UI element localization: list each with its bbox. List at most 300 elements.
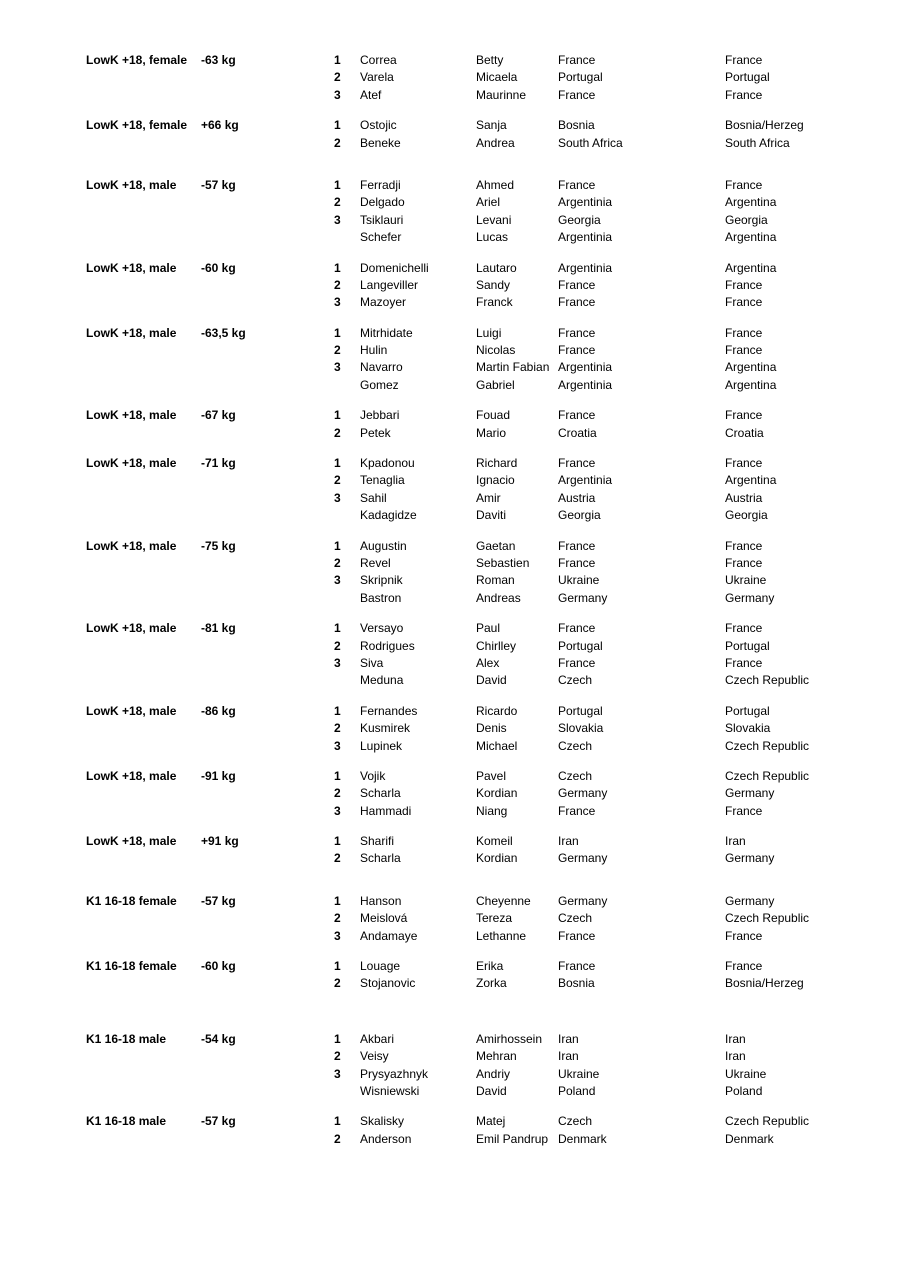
nationality-cell: Czech (558, 768, 593, 783)
nationality-cell: Czech (558, 911, 593, 926)
result-row (0, 1031, 900, 1048)
result-group (0, 893, 900, 945)
result-row (0, 928, 900, 945)
result-row (0, 425, 900, 442)
nationality-cell: Ukraine (558, 1066, 600, 1081)
first-name-cell: Sebastien (476, 555, 530, 570)
last-name-cell: Mitrhidate (360, 325, 413, 340)
rank-cell: 3 (334, 1066, 341, 1081)
category-label: LowK +18, male (86, 834, 177, 849)
result-row (0, 833, 900, 850)
nationality-cell: France (558, 87, 596, 102)
rank-cell: 1 (334, 703, 341, 718)
last-name-cell: Rodrigues (360, 638, 415, 653)
country-cell: Ukraine (725, 573, 767, 588)
rank-cell: 2 (334, 638, 341, 653)
category-label: K1 16-18 female (86, 959, 177, 974)
last-name-cell: Prysyazhnyk (360, 1066, 429, 1081)
result-row (0, 958, 900, 975)
result-group (0, 407, 900, 442)
last-name-cell: Meduna (360, 673, 404, 688)
rank-cell: 3 (334, 490, 341, 505)
first-name-cell: Emil Pandrup (476, 1131, 549, 1146)
first-name-cell: Mehran (476, 1049, 517, 1064)
nationality-cell: Bosnia (558, 118, 595, 133)
country-cell: France (725, 655, 763, 670)
last-name-cell: Hammadi (360, 803, 412, 818)
rank-cell: 3 (334, 928, 341, 943)
first-name-cell: Lautaro (476, 260, 517, 275)
nationality-cell: France (558, 343, 596, 358)
result-group (0, 833, 900, 868)
country-cell: Czech Republic (725, 1114, 810, 1129)
first-name-cell: Erika (476, 959, 504, 974)
last-name-cell: Revel (360, 555, 391, 570)
last-name-cell: Wisniewski (360, 1083, 420, 1098)
first-name-cell: Matej (476, 1114, 506, 1129)
nationality-cell: South Africa (558, 135, 623, 150)
nationality-cell: Argentinia (558, 260, 613, 275)
weight-class-label: -75 kg (201, 538, 236, 553)
first-name-cell: Alex (476, 655, 500, 670)
nationality-cell: France (558, 803, 596, 818)
first-name-cell: Franck (476, 295, 513, 310)
nationality-cell: Georgia (558, 212, 601, 227)
rank-cell: 1 (334, 538, 341, 553)
country-cell: Czech Republic (725, 738, 810, 753)
rank-cell: 1 (334, 118, 341, 133)
category-label: LowK +18, female (86, 118, 188, 133)
last-name-cell: Hulin (360, 343, 388, 358)
country-cell: Portugal (725, 70, 770, 85)
nationality-cell: Poland (558, 1083, 596, 1098)
last-name-cell: Lupinek (360, 738, 403, 753)
rank-cell: 2 (334, 911, 341, 926)
last-name-cell: Skripnik (360, 573, 403, 588)
first-name-cell: Richard (476, 456, 518, 471)
rank-cell: 2 (334, 425, 341, 440)
category-label: LowK +18, male (86, 703, 177, 718)
category-label: LowK +18, male (86, 621, 177, 636)
result-row (0, 117, 900, 134)
weight-class-label: -63,5 kg (201, 325, 246, 340)
last-name-cell: Veisy (360, 1049, 389, 1064)
first-name-cell: Sandy (476, 277, 511, 292)
category-label: LowK +18, male (86, 456, 177, 471)
first-name-cell: Paul (476, 621, 501, 636)
nationality-cell: France (558, 538, 596, 553)
nationality-cell: Georgia (558, 508, 601, 523)
first-name-cell: Cheyenne (476, 893, 531, 908)
rank-cell: 2 (334, 721, 341, 736)
last-name-cell: Stojanovic (360, 976, 416, 991)
nationality-cell: Germany (558, 893, 608, 908)
last-name-cell: Akbari (360, 1031, 395, 1046)
rank-cell: 2 (334, 851, 341, 866)
first-name-cell: Ariel (476, 195, 501, 210)
rank-cell: 2 (334, 195, 341, 210)
first-name-cell: Kordian (476, 786, 518, 801)
first-name-cell: Martin Fabian (476, 360, 550, 375)
rank-cell: 2 (334, 976, 341, 991)
country-cell: France (725, 928, 763, 943)
rank-cell: 2 (334, 555, 341, 570)
last-name-cell: Bastron (360, 590, 402, 605)
result-row (0, 342, 900, 359)
nationality-cell: Argentinia (558, 377, 613, 392)
last-name-cell: Tenaglia (360, 473, 405, 488)
first-name-cell: Andreas (476, 590, 521, 605)
nationality-cell: Argentinia (558, 195, 613, 210)
first-name-cell: Maurinne (476, 87, 527, 102)
result-row (0, 177, 900, 194)
first-name-cell: Amir (476, 490, 501, 505)
rank-cell: 1 (334, 768, 341, 783)
nationality-cell: France (558, 655, 596, 670)
result-group (0, 260, 900, 312)
category-label: LowK +18, male (86, 408, 177, 423)
weight-class-label: -57 kg (201, 893, 236, 908)
nationality-cell: France (558, 295, 596, 310)
result-row (0, 850, 900, 867)
result-row (0, 490, 900, 507)
country-cell: Iran (725, 1031, 746, 1046)
country-cell: France (725, 177, 763, 192)
last-name-cell: Augustin (360, 538, 407, 553)
country-cell: Germany (725, 851, 775, 866)
result-row (0, 69, 900, 86)
result-row (0, 572, 900, 589)
nationality-cell: Portugal (558, 638, 603, 653)
result-row (0, 455, 900, 472)
country-cell: France (725, 343, 763, 358)
result-group (0, 455, 900, 525)
result-row (0, 294, 900, 311)
rank-cell: 1 (334, 959, 341, 974)
last-name-cell: Meislová (360, 911, 408, 926)
nationality-cell: France (558, 408, 596, 423)
rank-cell: 1 (334, 408, 341, 423)
result-row (0, 738, 900, 755)
country-cell: Iran (725, 834, 746, 849)
country-cell: Georgia (725, 212, 768, 227)
first-name-cell: David (476, 673, 507, 688)
result-group (0, 958, 900, 993)
country-cell: France (725, 803, 763, 818)
nationality-cell: Germany (558, 851, 608, 866)
category-label: LowK +18, female (86, 53, 188, 67)
nationality-cell: Argentinia (558, 360, 613, 375)
last-name-cell: Kpadonou (360, 456, 415, 471)
country-cell: Portugal (725, 638, 770, 653)
country-cell: Argentina (725, 260, 777, 275)
country-cell: Croatia (725, 425, 764, 440)
last-name-cell: Domenichelli (360, 260, 429, 275)
country-cell: France (725, 538, 763, 553)
country-cell: France (725, 277, 763, 292)
country-cell: France (725, 295, 763, 310)
country-cell: Bosnia/Herzeg (725, 118, 804, 133)
last-name-cell: Varela (360, 70, 394, 85)
result-row (0, 638, 900, 655)
weight-class-label: +91 kg (201, 834, 239, 849)
nationality-cell: France (558, 277, 596, 292)
result-row (0, 555, 900, 572)
rank-cell: 3 (334, 803, 341, 818)
result-row (0, 803, 900, 820)
result-row (0, 260, 900, 277)
nationality-cell: Croatia (558, 425, 597, 440)
result-row (0, 655, 900, 672)
last-name-cell: Skalisky (360, 1114, 405, 1129)
last-name-cell: Kadagidze (360, 508, 417, 523)
last-name-cell: Kusmirek (360, 721, 411, 736)
nationality-cell: France (558, 555, 596, 570)
last-name-cell: Sahil (360, 490, 387, 505)
last-name-cell: Hanson (360, 893, 402, 908)
nationality-cell: France (558, 456, 596, 471)
category-label: LowK +18, male (86, 325, 177, 340)
first-name-cell: Ignacio (476, 473, 515, 488)
last-name-cell: Delgado (360, 195, 405, 210)
last-name-cell: Correa (360, 53, 397, 67)
last-name-cell: Sharifi (360, 834, 395, 849)
last-name-cell: Anderson (360, 1131, 412, 1146)
nationality-cell: Iran (558, 834, 579, 849)
result-row (0, 407, 900, 424)
result-row (0, 703, 900, 720)
first-name-cell: Tereza (476, 911, 513, 926)
first-name-cell: Andriy (476, 1066, 511, 1081)
nationality-cell: Portugal (558, 703, 603, 718)
result-row (0, 975, 900, 992)
result-row (0, 212, 900, 229)
first-name-cell: Michael (476, 738, 518, 753)
result-row (0, 277, 900, 294)
last-name-cell: Tsiklauri (360, 212, 404, 227)
first-name-cell: Daviti (476, 508, 507, 523)
category-label: LowK +18, male (86, 538, 177, 553)
country-cell: Czech Republic (725, 768, 810, 783)
last-name-cell: Gomez (360, 377, 399, 392)
first-name-cell: Sanja (476, 118, 507, 133)
country-cell: France (725, 408, 763, 423)
first-name-cell: Ahmed (476, 177, 515, 192)
weight-class-label: -63 kg (201, 53, 236, 67)
result-row (0, 194, 900, 211)
country-cell: Germany (725, 893, 775, 908)
last-name-cell: Langeviller (360, 277, 419, 292)
last-name-cell: Jebbari (360, 408, 400, 423)
weight-class-label: -57 kg (201, 1114, 236, 1129)
country-cell: Slovakia (725, 721, 771, 736)
result-group (0, 1113, 900, 1148)
weight-class-label: -57 kg (201, 177, 236, 192)
country-cell: France (725, 53, 763, 67)
rank-cell: 3 (334, 212, 341, 227)
nationality-cell: Czech (558, 1114, 593, 1129)
nationality-cell: Portugal (558, 70, 603, 85)
last-name-cell: Petek (360, 425, 391, 440)
last-name-cell: Versayo (360, 621, 404, 636)
country-cell: France (725, 325, 763, 340)
country-cell: France (725, 959, 763, 974)
first-name-cell: Ricardo (476, 703, 518, 718)
first-name-cell: Lucas (476, 230, 509, 245)
weight-class-label: -71 kg (201, 456, 236, 471)
result-row (0, 910, 900, 927)
result-group (0, 177, 900, 247)
nationality-cell: Bosnia (558, 976, 595, 991)
first-name-cell: Chirlley (476, 638, 517, 653)
first-name-cell: Niang (476, 803, 508, 818)
result-group (0, 768, 900, 820)
last-name-cell: Navarro (360, 360, 403, 375)
first-name-cell: Andrea (476, 135, 515, 150)
country-cell: Germany (725, 786, 775, 801)
first-name-cell: Gabriel (476, 377, 515, 392)
last-name-cell: Vojik (360, 768, 386, 783)
category-label: K1 16-18 female (86, 893, 177, 908)
country-cell: France (725, 621, 763, 636)
rank-cell: 3 (334, 360, 341, 375)
first-name-cell: Amirhossein (476, 1031, 543, 1046)
last-name-cell: Beneke (360, 135, 401, 150)
result-row (0, 135, 900, 152)
country-cell: France (725, 87, 763, 102)
rank-cell: 1 (334, 177, 341, 192)
rank-cell: 3 (334, 738, 341, 753)
country-cell: France (725, 555, 763, 570)
country-cell: Argentina (725, 360, 777, 375)
first-name-cell: Gaetan (476, 538, 516, 553)
result-row (0, 768, 900, 785)
result-row (0, 590, 900, 607)
country-cell: France (725, 456, 763, 471)
category-label: LowK +18, male (86, 177, 177, 192)
country-cell: Denmark (725, 1131, 774, 1146)
nationality-cell: Ukraine (558, 573, 600, 588)
category-label: K1 16-18 male (86, 1114, 167, 1129)
weight-class-label: -86 kg (201, 703, 236, 718)
result-row (0, 377, 900, 394)
weight-class-label: -81 kg (201, 621, 236, 636)
first-name-cell: Komeil (476, 834, 513, 849)
last-name-cell: Louage (360, 959, 401, 974)
nationality-cell: France (558, 53, 596, 67)
result-row (0, 359, 900, 376)
result-row (0, 893, 900, 910)
rank-cell: 2 (334, 277, 341, 292)
nationality-cell: France (558, 928, 596, 943)
country-cell: Poland (725, 1083, 763, 1098)
result-group (0, 620, 900, 690)
nationality-cell: Czech (558, 673, 593, 688)
weight-class-label: -67 kg (201, 408, 236, 423)
result-group (0, 703, 900, 755)
country-cell: Argentina (725, 377, 777, 392)
result-row (0, 672, 900, 689)
nationality-cell: France (558, 621, 596, 636)
rank-cell: 3 (334, 295, 341, 310)
result-group (0, 1031, 900, 1101)
first-name-cell: Roman (476, 573, 515, 588)
result-row (0, 1113, 900, 1130)
result-row (0, 1066, 900, 1083)
rank-cell: 1 (334, 53, 341, 67)
rank-cell: 1 (334, 260, 341, 275)
first-name-cell: Kordian (476, 851, 518, 866)
result-row (0, 1083, 900, 1100)
category-label: LowK +18, male (86, 260, 177, 275)
rank-cell: 2 (334, 343, 341, 358)
rank-cell: 3 (334, 573, 341, 588)
first-name-cell: Nicolas (476, 343, 516, 358)
rank-cell: 2 (334, 70, 341, 85)
rank-cell: 1 (334, 834, 341, 849)
country-cell: Georgia (725, 508, 768, 523)
first-name-cell: Denis (476, 721, 507, 736)
weight-class-label: -54 kg (201, 1031, 236, 1046)
category-label: LowK +18, male (86, 768, 177, 783)
result-row (0, 472, 900, 489)
result-row (0, 1048, 900, 1065)
nationality-cell: Argentinia (558, 473, 613, 488)
weight-class-label: -91 kg (201, 768, 236, 783)
first-name-cell: Betty (476, 53, 504, 67)
result-row (0, 87, 900, 104)
nationality-cell: Austria (558, 490, 596, 505)
rank-cell: 2 (334, 1131, 341, 1146)
result-row (0, 785, 900, 802)
result-row (0, 229, 900, 246)
rank-cell: 2 (334, 786, 341, 801)
first-name-cell: Pavel (476, 768, 507, 783)
weight-class-label: -60 kg (201, 959, 236, 974)
country-cell: Ukraine (725, 1066, 767, 1081)
rank-cell: 1 (334, 1031, 341, 1046)
result-row (0, 1131, 900, 1148)
rank-cell: 2 (334, 1049, 341, 1064)
result-group (0, 325, 900, 395)
first-name-cell: Lethanne (476, 928, 527, 943)
first-name-cell: Mario (476, 425, 507, 440)
category-label: K1 16-18 male (86, 1031, 167, 1046)
last-name-cell: Siva (360, 655, 384, 670)
result-group (0, 117, 900, 152)
first-name-cell: Luigi (476, 325, 502, 340)
result-group (0, 538, 900, 608)
result-row (0, 538, 900, 555)
last-name-cell: Atef (360, 87, 382, 102)
result-row (0, 620, 900, 637)
last-name-cell: Andamaye (360, 928, 418, 943)
nationality-cell: Argentinia (558, 230, 613, 245)
first-name-cell: Levani (476, 212, 512, 227)
last-name-cell: Ferradji (360, 177, 401, 192)
first-name-cell: Micaela (476, 70, 518, 85)
result-row (0, 507, 900, 524)
rank-cell: 1 (334, 325, 341, 340)
weight-class-label: +66 kg (201, 118, 239, 133)
rank-cell: 3 (334, 655, 341, 670)
last-name-cell: Scharla (360, 851, 401, 866)
country-cell: South Africa (725, 135, 790, 150)
country-cell: Czech Republic (725, 911, 810, 926)
result-row (0, 52, 900, 69)
rank-cell: 3 (334, 87, 341, 102)
last-name-cell: Scharla (360, 786, 401, 801)
